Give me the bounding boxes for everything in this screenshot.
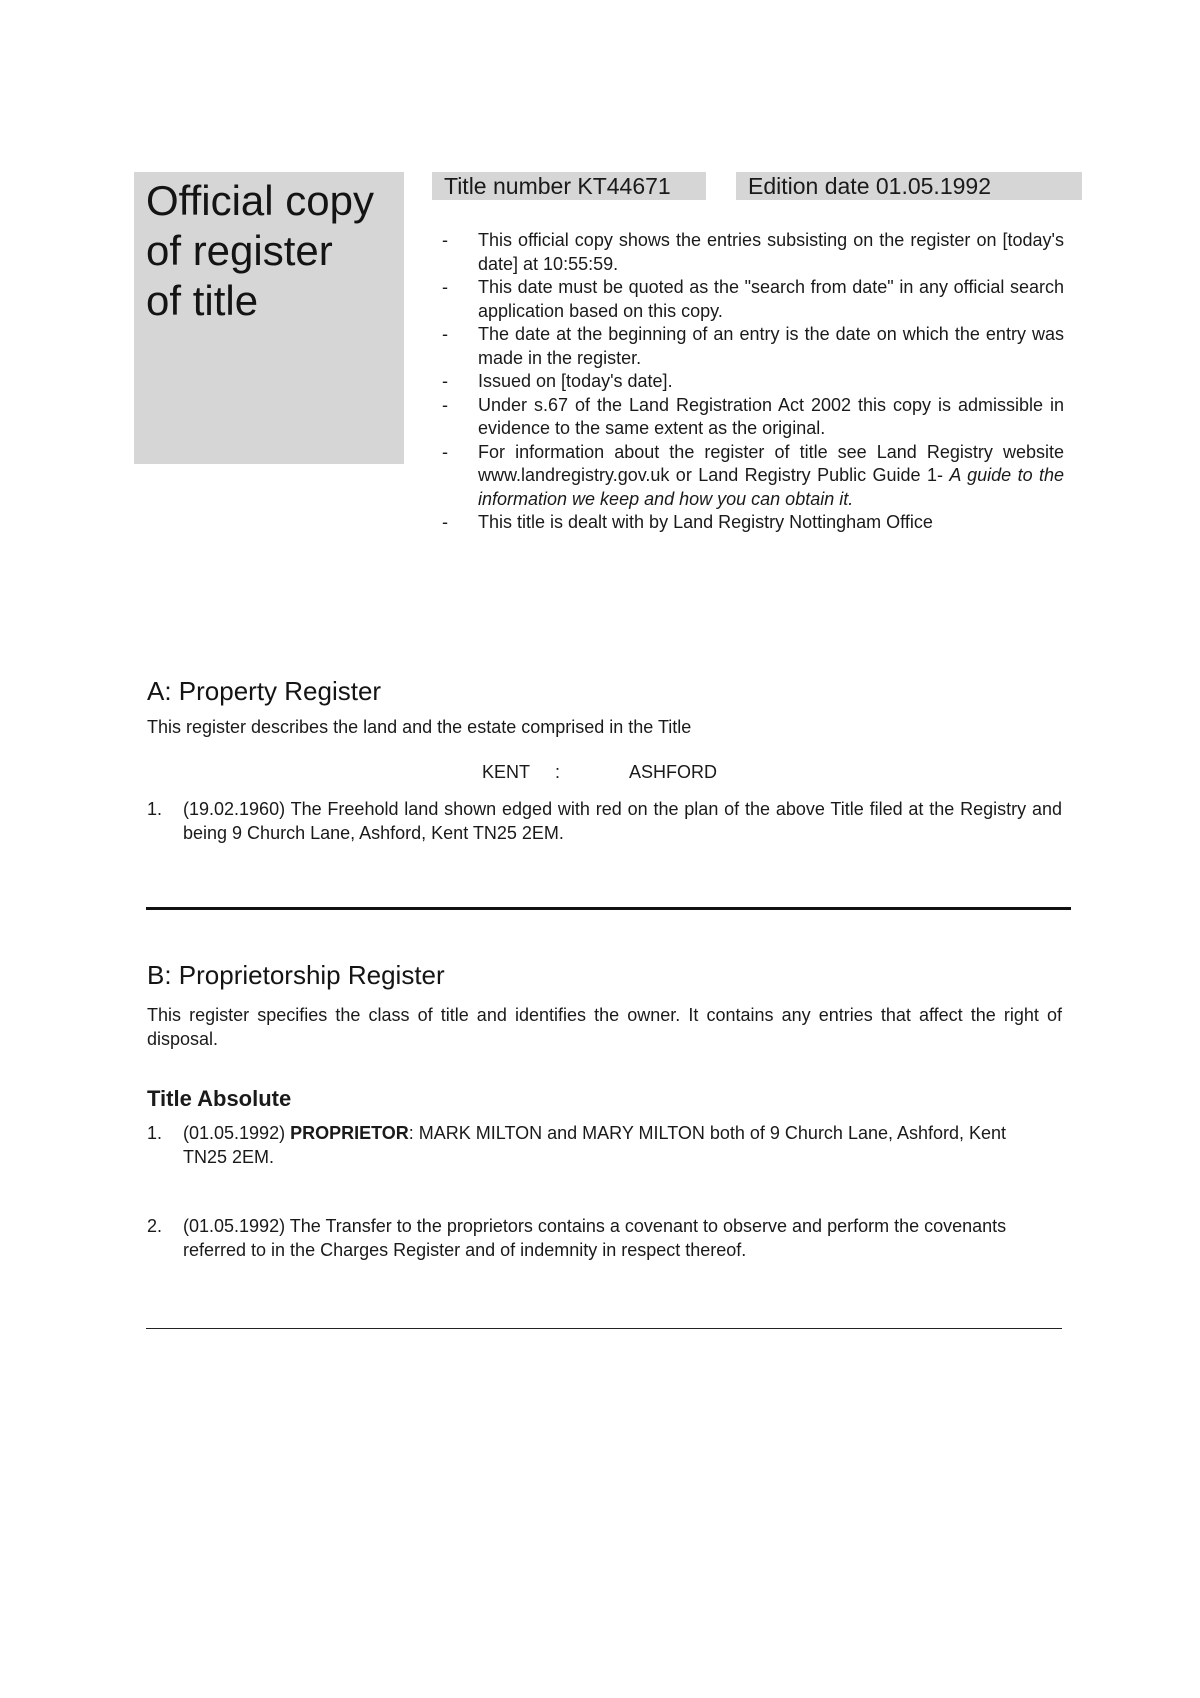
proprietorship-register-description: This register specifies the class of title and identifies the owner. It contains any entries that affect the right of disposal. bbox=[147, 1005, 1062, 1049]
county: KENT bbox=[482, 762, 531, 782]
section-divider bbox=[146, 907, 1071, 910]
end-of-register-line bbox=[146, 1328, 1062, 1329]
note-item bbox=[436, 511, 1064, 535]
note-item bbox=[436, 229, 1064, 276]
dash-bullet: - bbox=[442, 324, 448, 344]
document-title-line: of title bbox=[146, 277, 259, 324]
class-of-title: Title Absolute bbox=[147, 1086, 292, 1111]
proprietorship-entry bbox=[147, 1121, 1007, 1169]
entry-number: 1. bbox=[147, 1123, 163, 1143]
proprietor-label: PROPRIETOR bbox=[290, 1123, 409, 1143]
property-register-heading: A: Property Register bbox=[147, 676, 382, 706]
note-item bbox=[436, 394, 1064, 441]
dash-bullet: - bbox=[442, 371, 448, 391]
document-title-line: of register bbox=[146, 227, 333, 274]
entry-text: (19.02.1960) The Freehold land shown edged with red on the plan of the above Title filed at the Registry and being 9 Church Lane, Ashford, Kent TN25 2EM. bbox=[183, 799, 1062, 843]
property-entry bbox=[147, 797, 1062, 845]
guide-title: A guide to the information we keep and how you can obtain it. bbox=[478, 465, 1065, 509]
note-text: Under s.67 of the Land Registration Act 2002 this copy is admissible in evidence to the same extent as the original. bbox=[478, 394, 1064, 438]
dash-bullet: - bbox=[442, 394, 448, 415]
dash-bullet: - bbox=[442, 441, 448, 462]
entry-number: 2. bbox=[147, 1216, 163, 1236]
district: ASHFORD bbox=[629, 762, 718, 782]
note-item bbox=[436, 370, 1064, 394]
note-text: This official copy shows the entries subsisting on the register on [today's date] at 10:55:59. bbox=[478, 230, 1064, 274]
note-text: This date must be quoted as the "search from date" in any official search application based on this copy. bbox=[478, 277, 1064, 321]
property-register-description: This register describes the land and the estate comprised in the Title bbox=[147, 717, 692, 737]
title-number: Title number KT44671 bbox=[432, 172, 706, 200]
note-text: For information about the register of title see Land Registry website www.landregistry.gov.uk or Land Registry Public Guide 1- bbox=[478, 441, 1064, 485]
edition-date: Edition date 01.05.1992 bbox=[736, 172, 1082, 200]
entry-number: 1. bbox=[147, 799, 163, 819]
document-title bbox=[134, 172, 404, 464]
note-item bbox=[436, 276, 1064, 323]
note-item bbox=[436, 323, 1064, 370]
document-title-line: Official copy bbox=[146, 177, 374, 224]
notes-list bbox=[436, 229, 1064, 535]
locality-separator: : bbox=[555, 762, 561, 782]
entry-text: (01.05.1992) The Transfer to the proprietors contains a covenant to observe and perform the covenants referred to in the Charges Register and of indemnity in respect thereof. bbox=[183, 1216, 1007, 1260]
entry-text: : MARK MILTON and MARY MILTON both of 9 Church Lane, Ashford, Kent TN25 2EM. bbox=[183, 1123, 1007, 1167]
note-text: Issued on [today's date]. bbox=[478, 371, 673, 391]
entry-date: (01.05.1992) bbox=[183, 1123, 286, 1143]
dash-bullet: - bbox=[442, 277, 448, 297]
entry-body bbox=[183, 1121, 1007, 1169]
note-text: The date at the beginning of an entry is the date on which the entry was made in the register. bbox=[478, 324, 1064, 368]
dash-bullet: - bbox=[442, 512, 448, 532]
note-item bbox=[436, 441, 1064, 512]
proprietorship-entry bbox=[147, 1214, 1027, 1262]
dash-bullet: - bbox=[442, 230, 448, 250]
note-text: This title is dealt with by Land Registry Nottingham Office bbox=[478, 512, 933, 532]
proprietorship-register-heading: B: Proprietorship Register bbox=[147, 960, 445, 990]
